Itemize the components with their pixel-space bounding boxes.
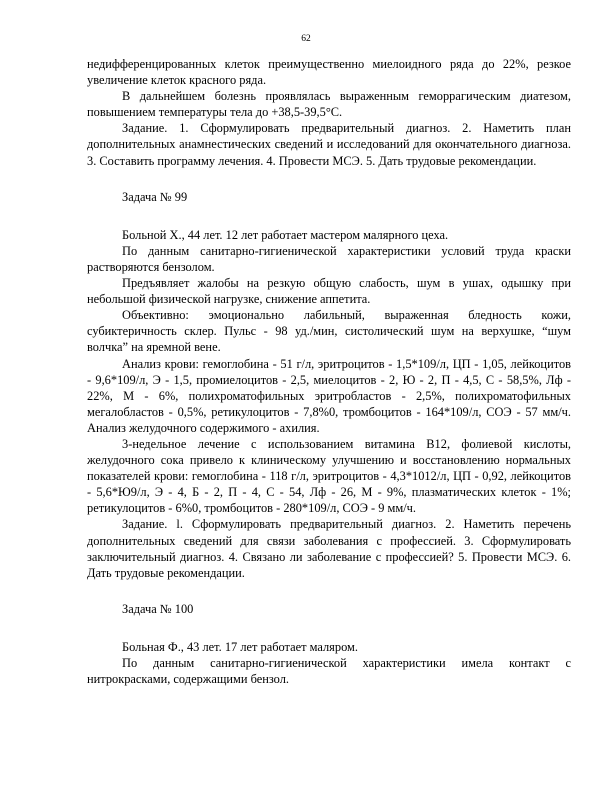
task-100-hygiene: По данным санитарно-гигиенической характеристики имела контакт с нитрокрасками, содержащими бензол. — [87, 656, 571, 687]
paragraph-task-assignment: Задание. 1. Сформулировать предварительный диагноз. 2. Наметить план дополнительных анамнестических сведений и исследований для окончательного диагноза. 3. Составить программу лечения. 4. Провести МСЭ. 5. Дать трудовые рекомендации. — [87, 121, 571, 168]
task-99-complaints: Предъявляет жалобы на резкую общую слабость, шум в ушах, одышку при небольшой физической нагрузке, снижение аппетита. — [87, 276, 571, 307]
task-99-blood-analysis: Анализ крови: гемоглобина - 51 г/л, эритроцитов - 1,5*109/л, ЦП - 1,05, лейкоцитов - 9,6*109/л, Э - 1,5, промиелоцитов - 2,5, миелоцитов - 2, Ю - 2, П - 4,5, С - 58,5%, Лф - 22%, М - 6%, полихроматофильных эритробластов - 2,5%, полихроматофильных мегалобластов - 0,5%, ретикулоцитов - 7,8%0, тромбоцитов - 164*109/л, СОЭ - 57 мм/ч. Анализ желудочного содержимого - ахилия. — [87, 356, 571, 435]
task-100-heading: Задача № 100 — [122, 601, 194, 616]
task-99-heading: Задача № 99 — [122, 189, 188, 204]
paragraph-disease-course: В дальнейшем болезнь проявлялась выраженным геморрагическим диатезом, повышением температуры тела до +38,5-39,5°С. — [87, 89, 571, 120]
task-99-patient: Больной Х., 44 лет. 12 лет работает мастером малярного цеха. — [122, 227, 449, 242]
task-99-objective: Объективно: эмоционально лабильный, выраженная бледность кожи, субиктеричность склер. Пульс - 98 уд./мин, систолический шум на верхушке, “шум волчка” на яремной вене. — [87, 308, 571, 355]
task-99-hygiene: По данным санитарно-гигиенической характеристики условий труда краски растворяются бензолом. — [87, 243, 571, 274]
paragraph-continuation: недифференцированных клеток преимущественно миелоидного ряда до 22%, резкое увеличение клеток красного ряда. — [87, 57, 571, 88]
task-100-patient: Больная Ф., 43 лет. 17 лет работает маляром. — [122, 639, 358, 654]
task-99-assignment: Задание. l. Сформулировать предварительный диагноз. 2. Наметить перечень дополнительных сведений для связи заболевания с профессией. 3. Сформулировать заключительный диагноз. 4. Связано ли заболевание с профессией? 5. Провести МСЭ. 6. Дать трудовые рекомендации. — [87, 517, 571, 580]
document-body — [87, 56, 571, 687]
task-99-treatment: 3-недельное лечение с использованием витамина В12, фолиевой кислоты, желудочного сока привело к клиническому улучшению и восстановлению нормальных показателей крови: гемоглобина - 118 г/л, эритроцитов - 4,3*1012/л, ЦП - 0,92, лейкоцитов - 5,6*Ю9/л, Э - 4, Б - 2, П - 4, С - 54, Лф - 26, М - 9%, плазматических клеток - 1%; ретикулоцитов - 6%0, тромбоцитов - 280*109/л, СОЭ - 9 мм/ч. — [87, 436, 571, 516]
page-number: 62 — [301, 34, 311, 44]
